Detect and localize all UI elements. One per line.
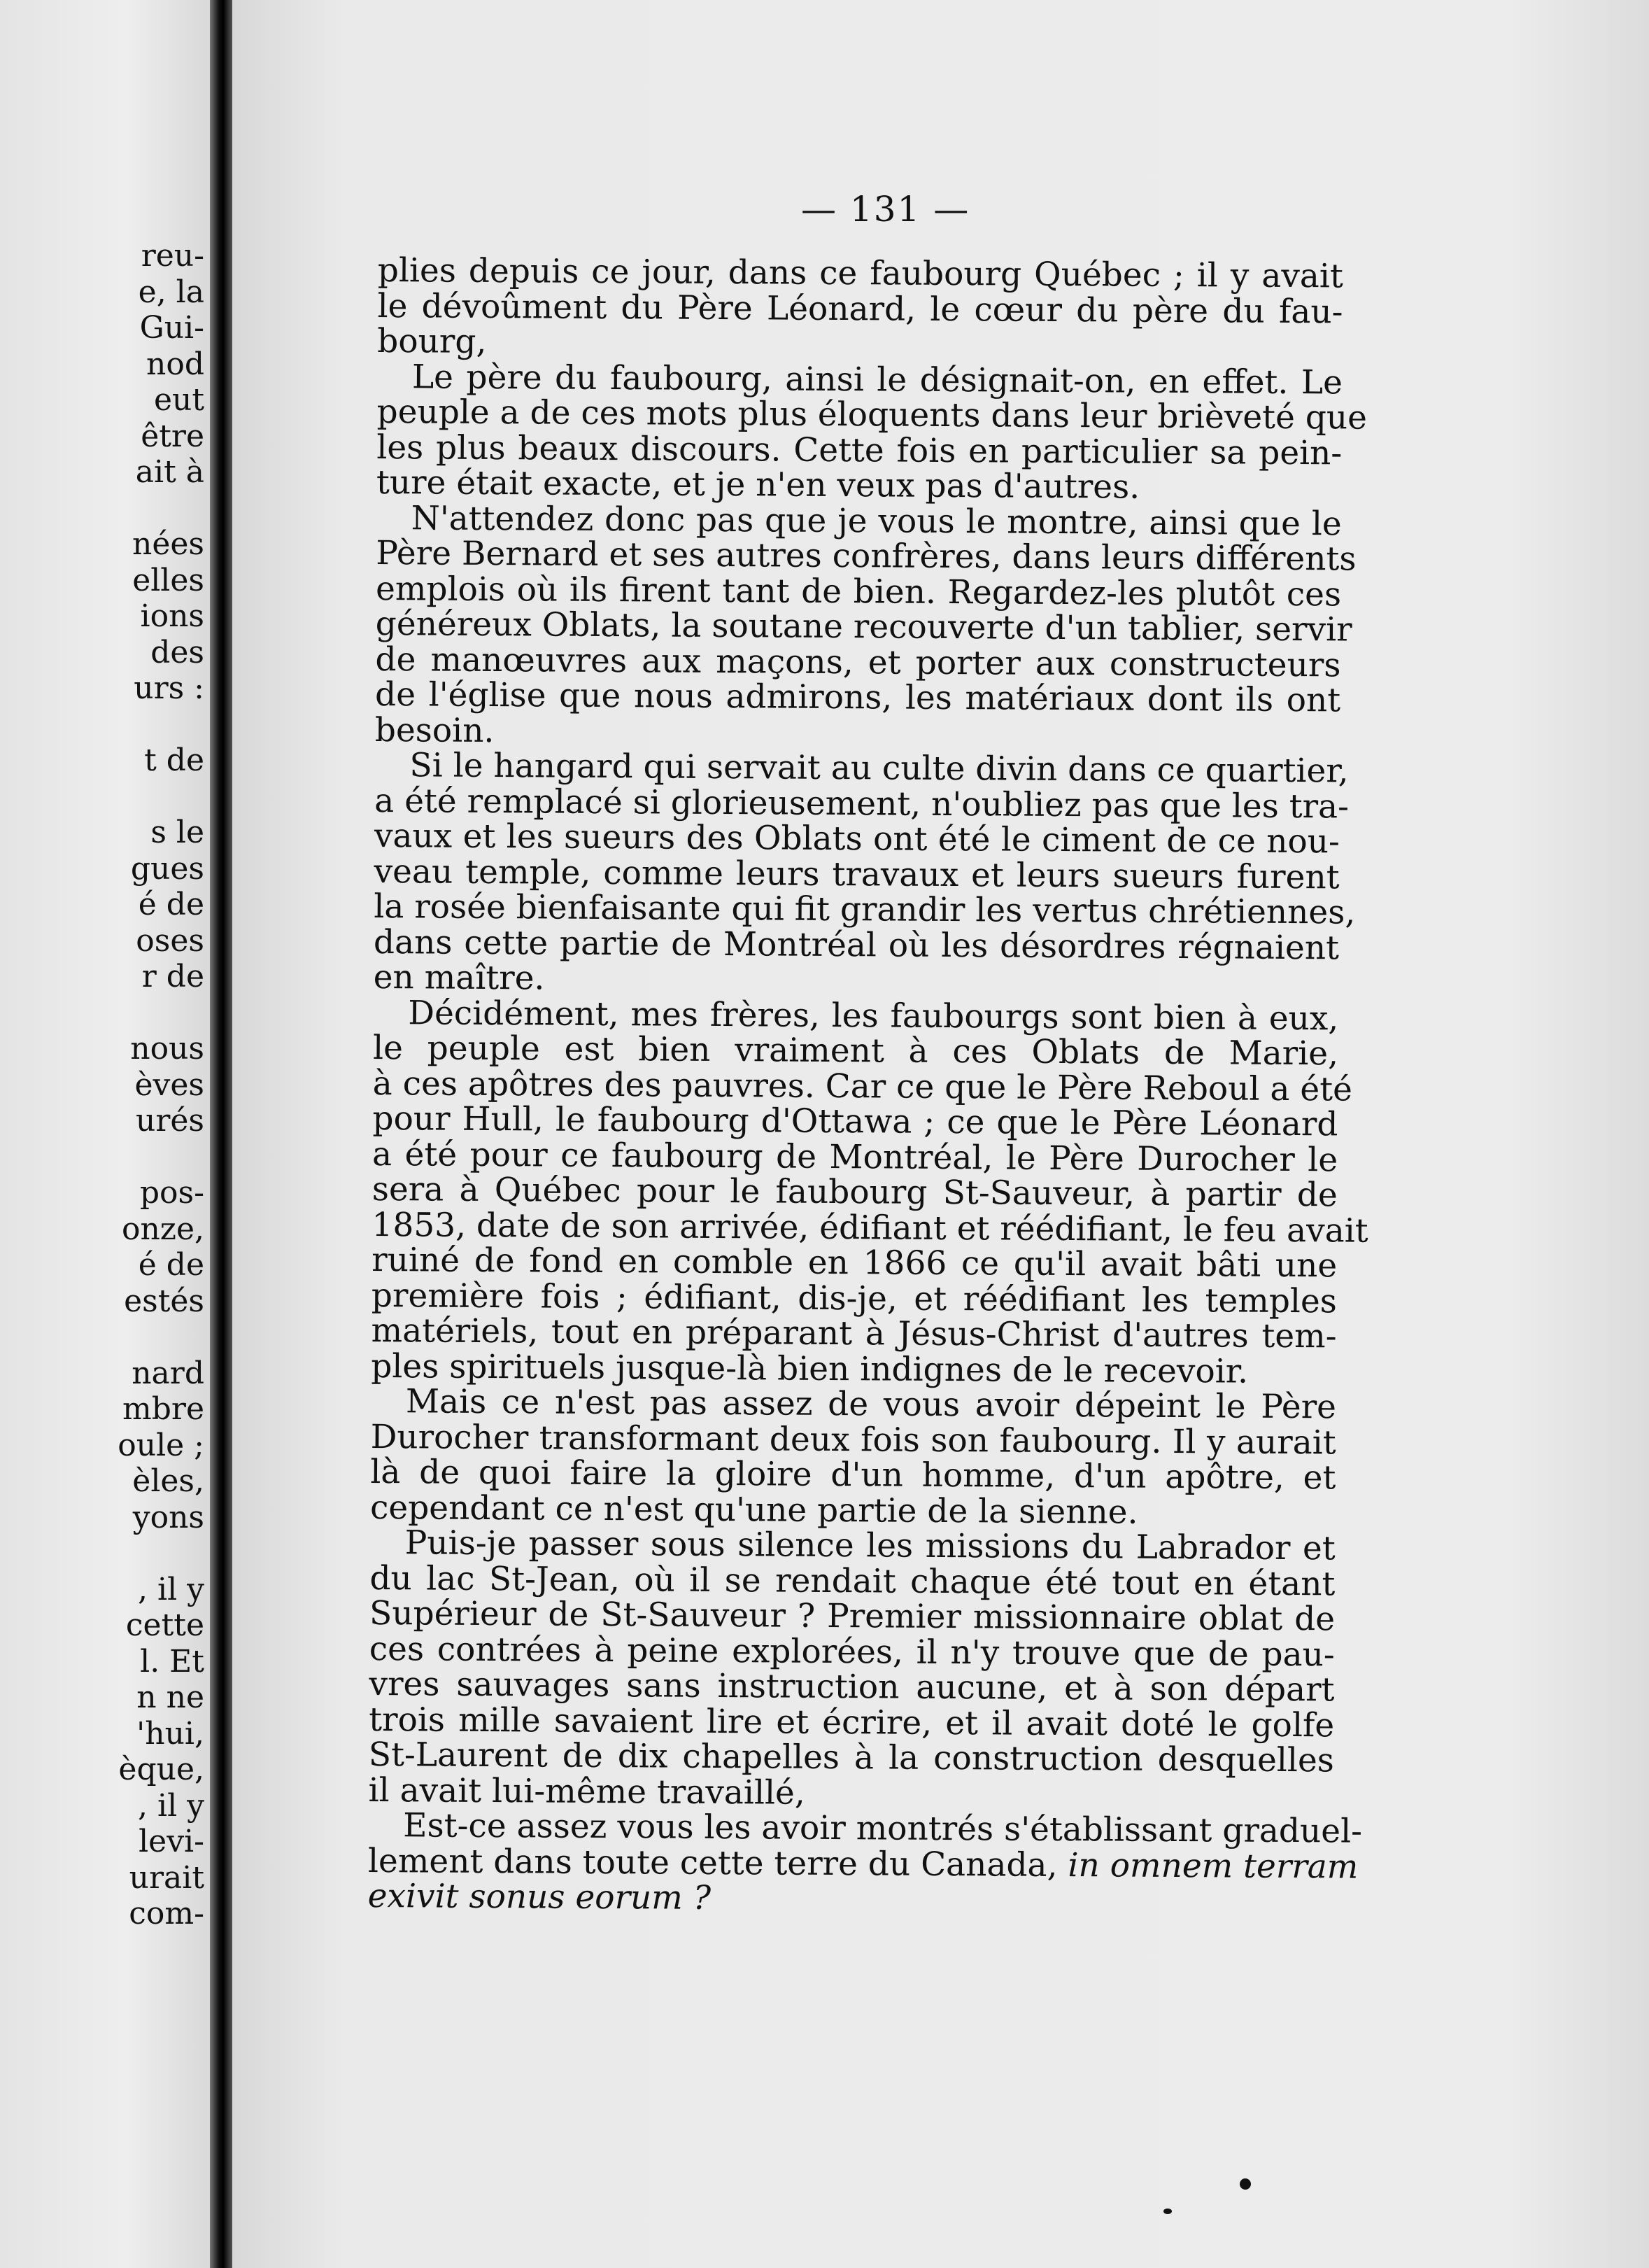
text-line: St-Laurent de dix chapelles à la construction desquelles [368, 1735, 1335, 1780]
text-line: a été remplacé si glorieusement, n'oubliez pas que les tra- [374, 781, 1350, 826]
text-line: à ces apôtres des pauvres. Car ce que le Père Reboul a été [372, 1064, 1353, 1109]
text-line: sera à Québec pour le faubourg St-Sauveur, à partir de [371, 1169, 1338, 1215]
text-line: vaux et les sueurs des Oblats ont été le ciment de ce nou- [374, 816, 1340, 861]
text-line: 1853, date de son arrivée, édifiant et réédifiant, le feu avait [371, 1205, 1368, 1251]
left-page-fragment [118, 779, 204, 815]
body-text [367, 251, 1368, 1920]
text-line: de l'église que nous admirons, les matériaux dont ils ont [374, 675, 1341, 720]
text-line: cependant ce n'est qu'une partie de la sienne. [369, 1488, 1138, 1532]
left-page-fragment: reu- [141, 238, 204, 274]
text-line: besoin. [374, 710, 495, 750]
text-line: le peuple est bien vraiment à ces Oblats de Marie, [372, 1028, 1339, 1073]
left-page-fragment: elles [132, 562, 204, 598]
left-page-fragment: nous [130, 1031, 204, 1066]
left-page-fragment: s le [150, 815, 204, 850]
text-line: en maître. [373, 957, 545, 998]
paragraph [371, 993, 1368, 1391]
left-page-fragment: urés [136, 1103, 204, 1139]
left-page-fragment [118, 1535, 204, 1572]
text-line: du lac St-Jean, où il se rendait chaque été tout en étant [369, 1558, 1336, 1603]
text-line: a été pour ce faubourg de Montréal, le Père Durocher le [371, 1134, 1338, 1179]
left-page-fragment: com- [129, 1896, 204, 1931]
left-page-fragment: eut [153, 382, 204, 418]
text-line: le dévoûment du Père Léonard, le cœur du père du fau- [377, 286, 1343, 331]
book-gutter [210, 0, 232, 2268]
left-page-fragment: gues [130, 850, 204, 887]
text-line: N'attendez donc pas que je vous le montre, ainsi que le [411, 498, 1342, 543]
left-page-fragment: é de [138, 887, 204, 922]
left-page-fragment: levi- [139, 1824, 204, 1859]
paragraph [368, 1523, 1336, 1814]
text-line: Puis-je passer sous silence les missions du Labrador et [404, 1523, 1336, 1568]
text-line: Père Bernard et ses autres confrères, dans leurs différents [376, 533, 1357, 579]
text-line: matériels, tout en préparant à Jésus-Christ d'autres tem- [371, 1311, 1337, 1356]
left-page-text-fragments [118, 238, 204, 1932]
left-page [0, 0, 210, 2268]
print-speck [1240, 2178, 1251, 2190]
print-speck [1163, 2209, 1172, 2214]
paragraph [377, 253, 1343, 365]
left-page-fragment: nées [132, 526, 204, 562]
left-page-fragment: , il y [138, 1571, 204, 1607]
text-line: Le père du faubourg, ainsi le désignait-on, en effet. Le [411, 357, 1343, 402]
left-page-fragment: mbre [122, 1391, 204, 1427]
text-line: peuple a de ces mots plus éloquents dans leur brièveté que [376, 392, 1368, 437]
page-number: — 131 — [801, 189, 970, 230]
text-line: les plus beaux discours. Cette fois en particulier sa pein- [376, 428, 1343, 472]
left-page-fragment: oses [136, 922, 204, 959]
text-line: de manœuvres aux maçons, et porter aux constructeurs [375, 640, 1341, 684]
left-page-fragment: é de [138, 1247, 204, 1283]
text-line: il avait lui-même travaillé, [368, 1770, 805, 1812]
paragraph [367, 1806, 1363, 1920]
left-page-fragment [118, 1319, 204, 1355]
left-page-fragment: 'hui, [136, 1715, 204, 1752]
text-line: veau temple, comme leurs travaux et leurs sueurs furent [374, 852, 1340, 896]
left-page-fragment: e, la [138, 274, 204, 310]
text-line: première fois ; édifiant, dis-je, et réédifiant les temples [371, 1276, 1338, 1320]
left-page-fragment: estés [124, 1283, 204, 1319]
text-line: Supérieur de St-Sauveur ? Premier missionnaire oblat de [369, 1593, 1336, 1639]
text-line: vres sauvages sans instruction aucune, et à son départ [369, 1664, 1335, 1710]
left-page-fragment: èque, [118, 1752, 204, 1787]
left-page-fragment: onze, [121, 1211, 204, 1247]
left-page-fragment: cette [125, 1607, 204, 1643]
left-page-fragment: Gui- [139, 310, 204, 346]
left-page-fragment: n ne [136, 1679, 204, 1715]
text-line-roman: lement dans toute cette terre du Canada, [367, 1841, 1068, 1885]
left-page-fragment [118, 1139, 204, 1176]
left-page-fragment [118, 707, 204, 743]
left-page-fragment: nard [132, 1355, 204, 1391]
paragraph [370, 1384, 1336, 1531]
left-page-fragment: r de [141, 959, 204, 994]
left-page-fragment: , il y [138, 1787, 204, 1824]
left-page-fragment: l. Et [140, 1643, 204, 1679]
text-line: Est-ce assez vous les avoir montrés s'établissant graduel- [403, 1806, 1363, 1851]
text-line: Mais ce n'est pas assez de vous avoir dépeint le Père [405, 1382, 1337, 1427]
text-line: plies depuis ce jour, dans ce faubourg Québec ; il y avait [377, 251, 1343, 296]
text-line: pour Hull, le faubourg d'Ottawa ; ce que le Père Léonard [372, 1099, 1338, 1144]
left-page-fragment [118, 491, 204, 527]
left-page-fragment: t de [144, 742, 204, 778]
text-line: là de quoi faire la gloire d'un homme, d'un apôtre, et [370, 1452, 1336, 1498]
left-page-fragment: des [150, 634, 204, 670]
text-line: emplois où ils firent tant de bien. Regardez-les plutôt ces [375, 569, 1342, 614]
left-page-fragment: ions [140, 598, 204, 634]
paragraph [376, 357, 1368, 507]
left-page-fragment: urs : [134, 670, 204, 706]
left-page-fragment: pos- [139, 1175, 204, 1211]
latin-quote-end: exivit sonus eorum ? [367, 1876, 712, 1917]
left-page-fragment: èles, [132, 1463, 204, 1499]
text-line: Si le hangard qui servait au culte divin dans ce quartier, [409, 746, 1349, 791]
paragraph [373, 746, 1356, 1001]
text-line: Durocher transformant deux fois son faubourg. Il y aurait [370, 1417, 1336, 1462]
text-line: la rosée bienfaisante qui fit grandir les vertus chrétiennes, [374, 887, 1356, 932]
text-line: trois mille savaient lire et écrire, et il avait doté le golfe [369, 1700, 1335, 1745]
text-line: dans cette partie de Montréal où les désordres régnaient [373, 922, 1340, 967]
left-page-fragment: urait [129, 1859, 204, 1896]
left-page-fragment: être [141, 418, 204, 454]
left-page-fragment: ait à [135, 454, 204, 490]
left-page-fragment [118, 995, 204, 1031]
left-page-fragment: èves [134, 1066, 204, 1103]
text-line: bourg, [377, 321, 487, 361]
text-line: ces contrées à peine explorées, il n'y trouve que de pau- [369, 1629, 1335, 1674]
left-page-fragment: nod [146, 346, 204, 382]
left-page-fragment: yons [132, 1499, 204, 1535]
left-page-fragment: oule ; [118, 1427, 204, 1463]
text-line: Décidément, mes frères, les faubourgs sont bien à eux, [408, 993, 1339, 1038]
text-line: ples spirituels jusque-là bien indignes de le recevoir. [371, 1346, 1249, 1391]
text-line: ruiné de fond en comble en 1866 ce qu'il avait bâti une [371, 1240, 1338, 1286]
text-line: ture était exacte, et je n'en veux pas d'autres. [376, 463, 1140, 507]
paragraph [374, 498, 1357, 754]
text-line: généreux Oblats, la soutane recouverte d'un tablier, servir [375, 604, 1352, 649]
latin-quote: in omnem terram [1068, 1845, 1359, 1887]
